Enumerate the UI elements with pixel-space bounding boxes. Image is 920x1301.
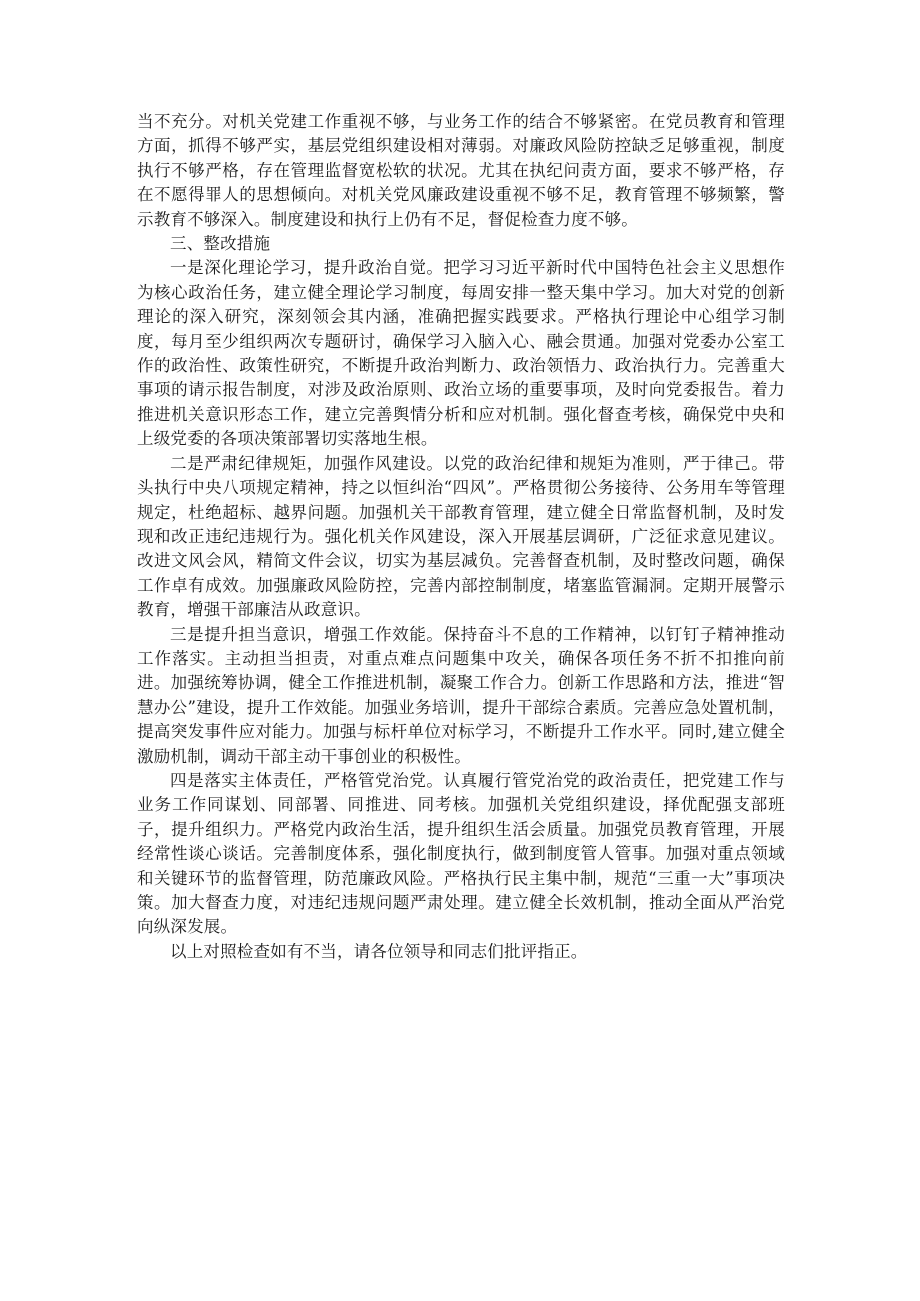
paragraph-closing: 以上对照检查如有不当，请各位领导和同志们批评指正。 <box>170 941 588 961</box>
section-heading-rectification: 三、整改措施 <box>170 234 271 254</box>
paragraph-continuation: 当不充分。对机关党建工作重视不够，与业务工作的结合不够紧密。在党员教育和管理方面，抓得不够严实，基层党组织建设相对薄弱。对廉政风险防控缺乏足够重视，制度执行不够严格，存在管理监督宽松软的状况。尤其在执纪问责方面，要求不够严格，存在不愿得罪人的思想倾向。对机关党风廉政建设重视不够不足，教育管理不够频繁，警示教育不够深入。制度建设和执行上仍有不足，督促检查力度不够。 <box>137 112 785 229</box>
paragraph-measure-4: 四是落实主体责任，严格管党治党。认真履行管党治党的政治责任，把党建工作与业务工作同谋划、同部署、同推进、同考核。加强机关党组织建设，择优配强支部班子，提升组织力。严格党内政治生活，提升组织生活会质量。加强党员教育管理，开展经常性谈心谈话。完善制度体系，强化制度执行，做到制度管人管事。加强对重点领域和关键环节的监督管理，防范廉政风险。严格执行民主集中制，规范“三重一大”事项决策。加大督查力度，对违纪违规问题严肃处理。建立健全长效机制，推动全面从严治党向纵深发展。 <box>137 770 785 937</box>
paragraph-measure-3: 三是提升担当意识，增强工作效能。保持奋斗不息的工作精神，以钉钉子精神推动工作落实。主动担当担责，对重点难点问题集中攻关，确保各项任务不折不扣推向前进。加强统筹协调，健全工作推进机制，凝聚工作合力。创新工作思路和方法，推进“智慧办公”建设，提升工作效能。加强业务培训，提升干部综合素质。完善应急处置机制，提高突发事件应对能力。加强与标杆单位对标学习，不断提升工作水平。同时,建立健全激励机制，调动干部主动干事创业的积极性。 <box>137 624 785 766</box>
paragraph-measure-2: 二是严肃纪律规矩，加强作风建设。以党的政治纪律和规矩为准则，严于律己。带头执行中央八项规定精神，持之以恒纠治“四风”。严格贯彻公务接待、公务用车等管理规定，杜绝超标、越界问题。加强机关干部教育管理，建立健全日常监督机制，及时发现和改正违纪违规行为。强化机关作风建设，深入开展基层调研，广泛征求意见建议。改进文风会风，精简文件会议，切实为基层减负。完善督查机制，及时整改问题，确保工作卓有成效。加强廉政风险防控，完善内部控制制度，堵塞监管漏洞。定期开展警示教育，增强干部廉洁从政意识。 <box>137 453 785 620</box>
paragraph-measure-1: 一是深化理论学习，提升政治自觉。把学习习近平新时代中国特色社会主义思想作为核心政治任务，建立健全理论学习制度，每周安排一整天集中学习。加大对党的创新理论的深入研究，深刻领会其内涵，准确把握实践要求。严格执行理论中心组学习制度，每月至少组织两次专题研讨，确保学习入脑入心、融会贯通。加强对党委办公室工作的政治性、政策性研究，不断提升政治判断力、政治领悟力、政治执行力。完善重大事项的请示报告制度，对涉及政治原则、政治立场的重要事项，及时向党委报告。着力推进机关意识形态工作，建立完善舆情分析和应对机制。强化督查考核，确保党中央和上级党委的各项决策部署切实落地生根。 <box>137 258 785 449</box>
document-body <box>137 110 785 964</box>
